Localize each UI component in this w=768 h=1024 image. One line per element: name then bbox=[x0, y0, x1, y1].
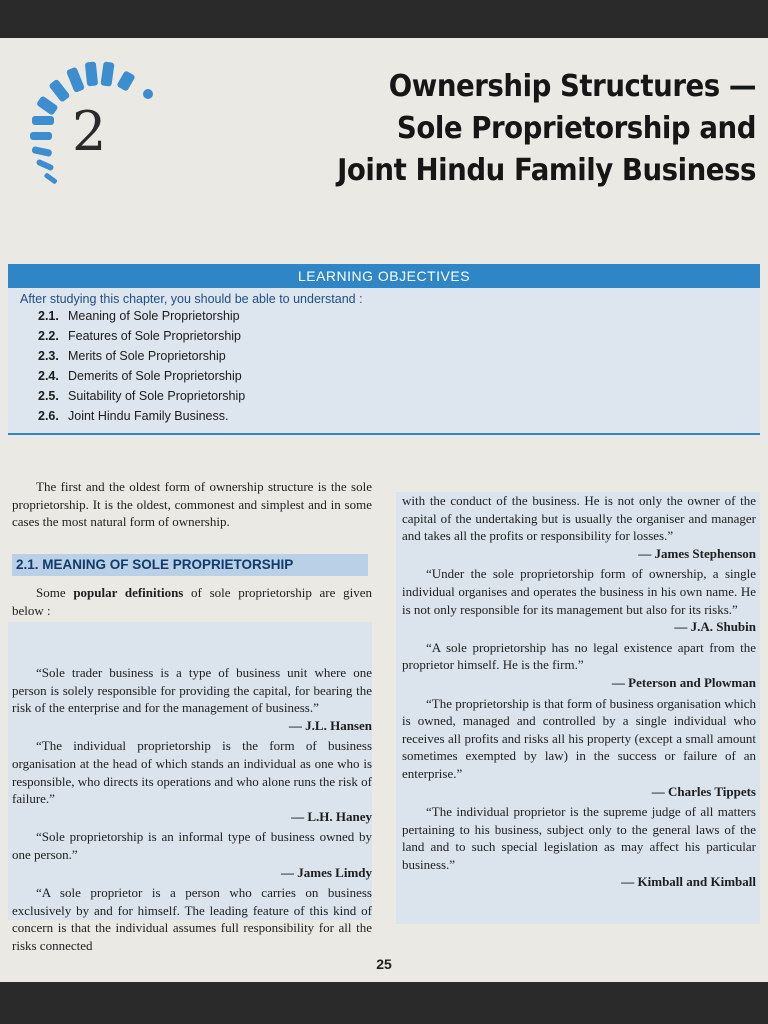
objective-item bbox=[38, 306, 245, 326]
section-heading: 2.1. MEANING OF SOLE PROPRIETORSHIP bbox=[12, 554, 368, 576]
objective-number: 2.6. bbox=[38, 409, 59, 423]
definition-author: — James Limdy bbox=[281, 864, 372, 880]
learning-objectives-heading: LEARNING OBJECTIVES bbox=[8, 264, 760, 288]
objective-number: 2.4. bbox=[38, 369, 59, 383]
objective-number: 2.2. bbox=[38, 329, 59, 343]
definition-author: — J.L. Hansen bbox=[288, 717, 372, 733]
objective-text: Demerits of Sole Proprietorship bbox=[68, 369, 242, 383]
intro-paragraph bbox=[12, 478, 372, 531]
definitions-right-column bbox=[402, 492, 756, 891]
definition-quote: “A sole proprietor is a person who carries on business exclusively by and for himself. The leading feature of this kind of concern is that the individual assumes full responsibility for all the risks connected bbox=[12, 885, 372, 953]
chapter-emblem bbox=[20, 44, 160, 214]
learning-objectives-list bbox=[38, 306, 245, 426]
definitions-intro bbox=[12, 584, 372, 619]
definition-author: — James Stephenson bbox=[638, 545, 756, 561]
intro-bold: popular definitions bbox=[73, 585, 184, 600]
objective-text: Meaning of Sole Proprietorship bbox=[68, 309, 240, 323]
learning-objectives-intro: After studying this chapter, you should be able to understand : bbox=[20, 292, 363, 306]
objective-item bbox=[38, 406, 245, 426]
definition-quote: “Sole trader business is a type of business unit where one person is solely responsible for providing the capital, for bearing the risk of the enterprise and for the management of business.” bbox=[12, 665, 372, 716]
objective-number: 2.3. bbox=[38, 349, 59, 363]
page-number: 25 bbox=[376, 956, 392, 972]
objective-text: Merits of Sole Proprietorship bbox=[68, 349, 226, 363]
objective-number: 2.5. bbox=[38, 389, 59, 403]
objective-item bbox=[38, 366, 245, 386]
objective-text: Features of Sole Proprietorship bbox=[68, 329, 242, 343]
intro-text: The first and the oldest form of ownership structure is the sole proprietorship. It is the oldest, commonest and simplest and in some cases the most natural form of ownership. bbox=[12, 479, 372, 530]
definition-quote: “The proprietorship is that form of business organisation which is owned, managed and controlled by a single individual who receives all profits and risks all his property (except a small amount sometimes exempted by law) in the success or failure of an enterprise.” bbox=[402, 695, 756, 781]
definitions-left-column bbox=[12, 664, 372, 955]
objective-item bbox=[38, 326, 245, 346]
objective-item bbox=[38, 346, 245, 366]
definition-author: — L.H. Haney bbox=[291, 808, 372, 824]
chapter-title-line: Joint Hindu Family Business bbox=[337, 153, 756, 188]
chapter-title bbox=[314, 66, 756, 192]
chapter-title-line: Sole Proprietorship and bbox=[396, 111, 756, 146]
objective-number: 2.1. bbox=[38, 309, 59, 323]
definition-quote: “The individual proprietorship is the form of business organisation at the head of which stands an individual as one who is responsible, who directs its operations and who alone runs the risk of failure.” bbox=[12, 738, 372, 807]
definition-quote: “A sole proprietorship has no legal existence apart from the proprietor himself. He is the firm.” bbox=[402, 639, 756, 673]
chapter-title-line: Ownership Structures — bbox=[388, 69, 756, 104]
textbook-page bbox=[0, 38, 768, 982]
definition-author: — J.A. Shubin bbox=[674, 619, 756, 635]
objective-item bbox=[38, 386, 245, 406]
definition-author: — Peterson and Plowman bbox=[611, 674, 756, 690]
definition-quote: “The individual proprietor is the supreme judge of all matters pertaining to his business, subject only to the general laws of the land and to such special legislation as may affect his particular business.” bbox=[402, 804, 756, 872]
intro-part: of sole proprietorship are given below : bbox=[12, 585, 372, 618]
definition-quote: with the conduct of the business. He is not only the owner of the capital of the undertaking but is usually the organiser and manager and takes all the profits or responsibility for losses.” bbox=[402, 493, 756, 544]
definition-author: — Kimball and Kimball bbox=[621, 874, 756, 890]
objective-text: Suitability of Sole Proprietorship bbox=[68, 389, 246, 403]
objectives-divider bbox=[8, 433, 760, 435]
intro-part: Some bbox=[36, 585, 74, 600]
definition-author: — Charles Tippets bbox=[651, 783, 756, 799]
definition-quote: “Under the sole proprietorship form of ownership, a single individual organises and operates the business in his own name. He is not only responsible for its management but also for its risks.” bbox=[402, 566, 756, 617]
objective-text: Joint Hindu Family Business. bbox=[68, 409, 229, 423]
chapter-number: 2 bbox=[72, 100, 107, 163]
definition-quote: “Sole proprietorship is an informal type of business owned by one person.” bbox=[12, 829, 372, 862]
